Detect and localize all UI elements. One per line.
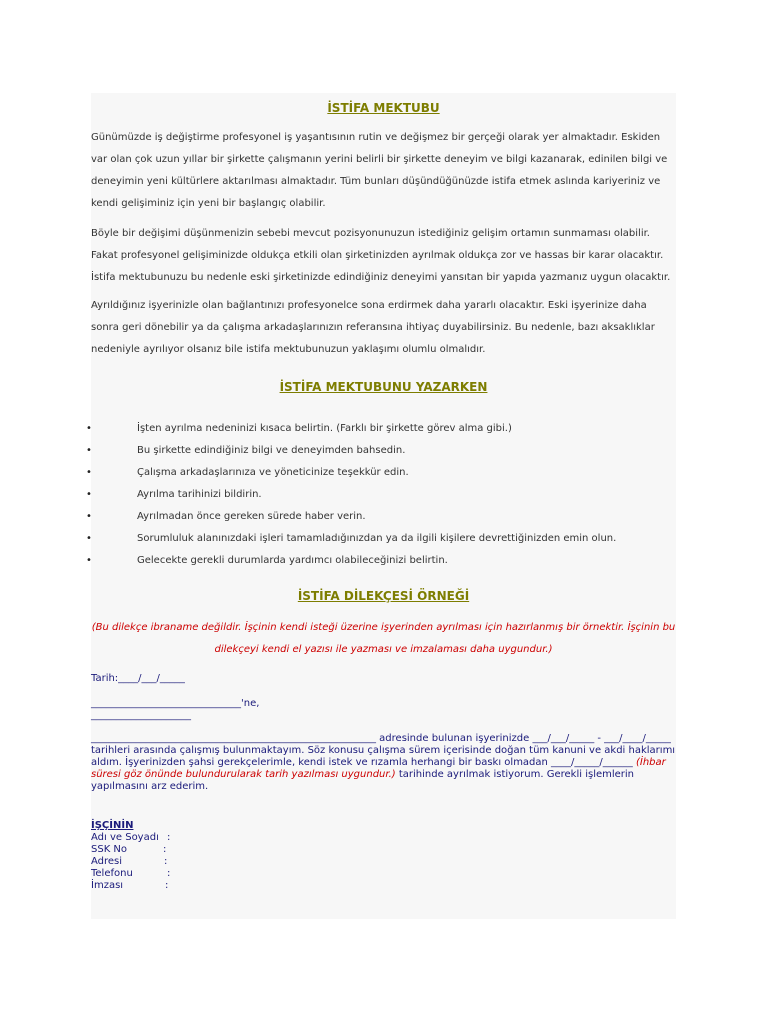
tip-text: Çalışma arkadaşlarınıza ve yöneticinize teşekkür edin. [137,467,409,478]
field-colon: : [163,844,167,855]
tip-text: Ayrılma tarihinizi bildirin. [137,489,262,500]
petition-body-part2: tarihinde ayrılmak istiyorum. Gerekli işlemlerin yapılmasını arz ederim. [91,769,635,792]
petition-body [91,733,676,793]
document-title: İSTİFA MEKTUBU [327,101,440,115]
intro-paragraph-3: Ayrıldığınız işyerinizle olan bağlantınızı profesyonelce sona erdirmek daha yararlı olacaktır. Eski işyerinize daha sonra geri dönebilir ya da çalışma arkadaşlarınızın referansına ihtiyaç duyabilirsiniz. Bu nedenle, bazı aksaklıklar nedeniyle ayrılıyor olsanız bile istifa mektubunuzun yaklaşımı olumlu olmalıdır. [91,300,655,355]
intro-paragraph-1: Günümüzde iş değiştirme profesyonel iş yaşantısının rutin ve değişmez bir gerçeği olarak yer almaktadır. Eskiden var olan çok uzun yıllar bir şirkette çalışmanın yerini belirli bir şirkette deneyim ve bilgi kazanarak, edinilen bilgi ve deneyimin yeni kültürlere aktarılması almaktadır. Tüm bunları düşündüğünüzde istifa etmek aslında kariyeriniz ve kendi gelişiminiz için yeni bir başlangıç olabilir. [91,132,668,209]
employee-field-name [91,832,171,844]
document-page [86,93,676,919]
field-colon: : [165,880,169,891]
list-item [86,440,676,462]
recipient-line: ______________________________'ne, [91,698,260,709]
employee-field-phone [91,868,171,880]
bullet-icon: • [86,555,92,566]
bullet-icon: • [86,533,92,544]
employee-signature-block [91,820,171,892]
bullet-icon: • [86,511,92,522]
bullet-icon: • [86,423,92,434]
petition-body-part1: _________________________________________________________ adresinde bulunan işyerinizde ___/___/_____ - ___/____/_____ tarihleri arasında çalışmış bulunmaktayım. Söz konusu çalışma sürem içerisinde doğan tüm kanuni ve akdi haklarımı aldım. İşyerinizden şahsi gerekçelerimle, kendi istek ve rızamla herhangi bir baskı olmadan ____/_____/______ [91,733,676,768]
tips-list [86,418,676,572]
section-title-example: İSTİFA DİLEKÇESİ ÖRNEĞİ [297,589,470,603]
tip-text: Bu şirkette edindiğiniz bilgi ve deneyimden bahsedin. [137,445,406,456]
employee-field-signature [91,880,169,892]
date-line: Tarih:____/___/_____ [91,673,185,684]
list-item [86,550,676,572]
employee-field-ssk [91,844,167,856]
employee-title: İŞÇİNİN [91,820,134,831]
section-title-writing: İSTİFA MEKTUBUNU YAZARKEN [279,380,488,394]
tip-text: Gelecekte gerekli durumlarda yardımcı olabileceğinizi belirtin. [137,555,448,566]
list-item [86,506,676,528]
recipient-line-2: ____________________ [91,710,191,721]
list-item [86,462,676,484]
field-colon: : [164,856,168,867]
field-label: Adı ve Soyadı [91,832,159,843]
tip-text: İşten ayrılma nedeninizi kısaca belirtin. (Farklı bir şirkette görev alma gibi.) [137,423,512,434]
field-label: İmzası [91,880,124,891]
list-item [86,484,676,506]
tip-text: Sorumluluk alanınızdaki işleri tamamladığınızdan ya da ilgili kişilere devrettiğinizden emin olun. [137,533,617,544]
field-label: SSK No [91,844,128,855]
bullet-icon: • [86,467,92,478]
field-label: Telefonu [91,868,133,879]
list-item [86,528,676,550]
field-colon: : [167,868,171,879]
tip-text: Ayrılmadan önce gereken sürede haber verin. [137,511,366,522]
field-label: Adresi [91,856,123,867]
petition-notice-hint: (İhbar süresi göz önünde bulundurularak tarih yazılması uygundur.) [91,757,666,780]
field-colon: : [167,832,171,843]
bullet-icon: • [86,489,92,500]
example-note: (Bu dilekçe ibraname değildir. İşçinin kendi isteği üzerine işyerinden ayrılması için hazırlanmış bir örnektir. İşçinin bu dilekçeyi kendi el yazısı ile yazması ve imzalaması daha uygundur.) [91,622,676,655]
bullet-icon: • [86,445,92,456]
employee-field-address [91,856,168,868]
list-item [86,418,676,440]
intro-paragraph-2: Böyle bir değişimi düşünmenizin sebebi mevcut pozisyonunuzun istediğiniz gelişim ortamın sunmaması olabilir. Fakat profesyonel gelişiminizde oldukça etkili olan şirketinizden ayrılmak oldukça zor ve hassas bir karar olacaktır. İstifa mektubunuzu bu nedenle eski şirketinizde edindiğiniz deneyimi yansıtan bir yapıda yazmanız uygun olacaktır. [91,228,671,283]
